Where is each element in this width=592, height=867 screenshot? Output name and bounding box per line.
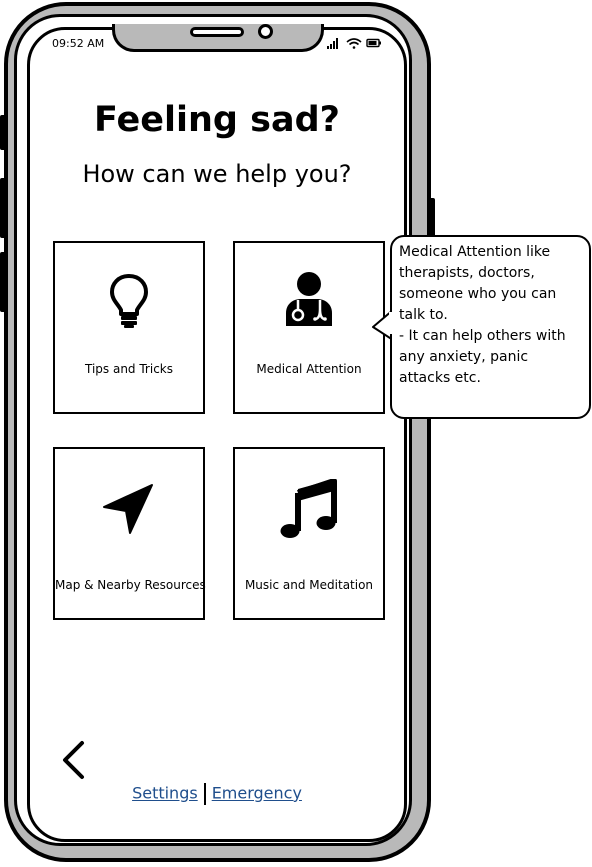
footer-divider — [204, 783, 206, 805]
card-medical-attention[interactable] — [233, 241, 385, 414]
card-music-and-meditation[interactable] — [233, 447, 385, 620]
phone-screen — [27, 27, 407, 842]
card-label: Medical Attention — [256, 362, 362, 376]
status-icons — [325, 36, 385, 50]
card-tips-and-tricks[interactable] — [53, 241, 205, 414]
emergency-link[interactable]: Emergency — [211, 783, 302, 803]
navigation-arrow-icon — [55, 483, 203, 535]
card-label: Tips and Tricks — [84, 362, 173, 376]
battery-icon — [367, 40, 381, 47]
settings-link[interactable]: Settings — [132, 783, 198, 803]
status-time: 09:52 AM — [52, 37, 105, 50]
card-label: Music and Meditation — [244, 578, 374, 592]
music-note-icon — [235, 479, 383, 539]
card-map-nearby-resources[interactable] — [53, 447, 205, 620]
page-subtitle: How can we help you? — [82, 160, 352, 188]
speaker-grille — [190, 27, 244, 37]
back-chevron-icon[interactable] — [60, 740, 90, 780]
footer-links — [27, 783, 407, 805]
lightbulb-icon — [55, 273, 203, 329]
medical-attention-tooltip: Medical Attention like therapists, doctors, someone who you can talk to. - It can help others with any anxiety, panic attacks etc. — [390, 235, 591, 419]
tooltip-tail-cover — [389, 312, 394, 334]
page-title: Feeling sad? — [94, 100, 340, 140]
wifi-icon — [347, 39, 361, 49]
front-camera — [258, 24, 273, 39]
doctor-icon — [235, 271, 383, 327]
card-label: Map & Nearby Resources — [55, 578, 206, 592]
signal-icon — [327, 38, 338, 49]
